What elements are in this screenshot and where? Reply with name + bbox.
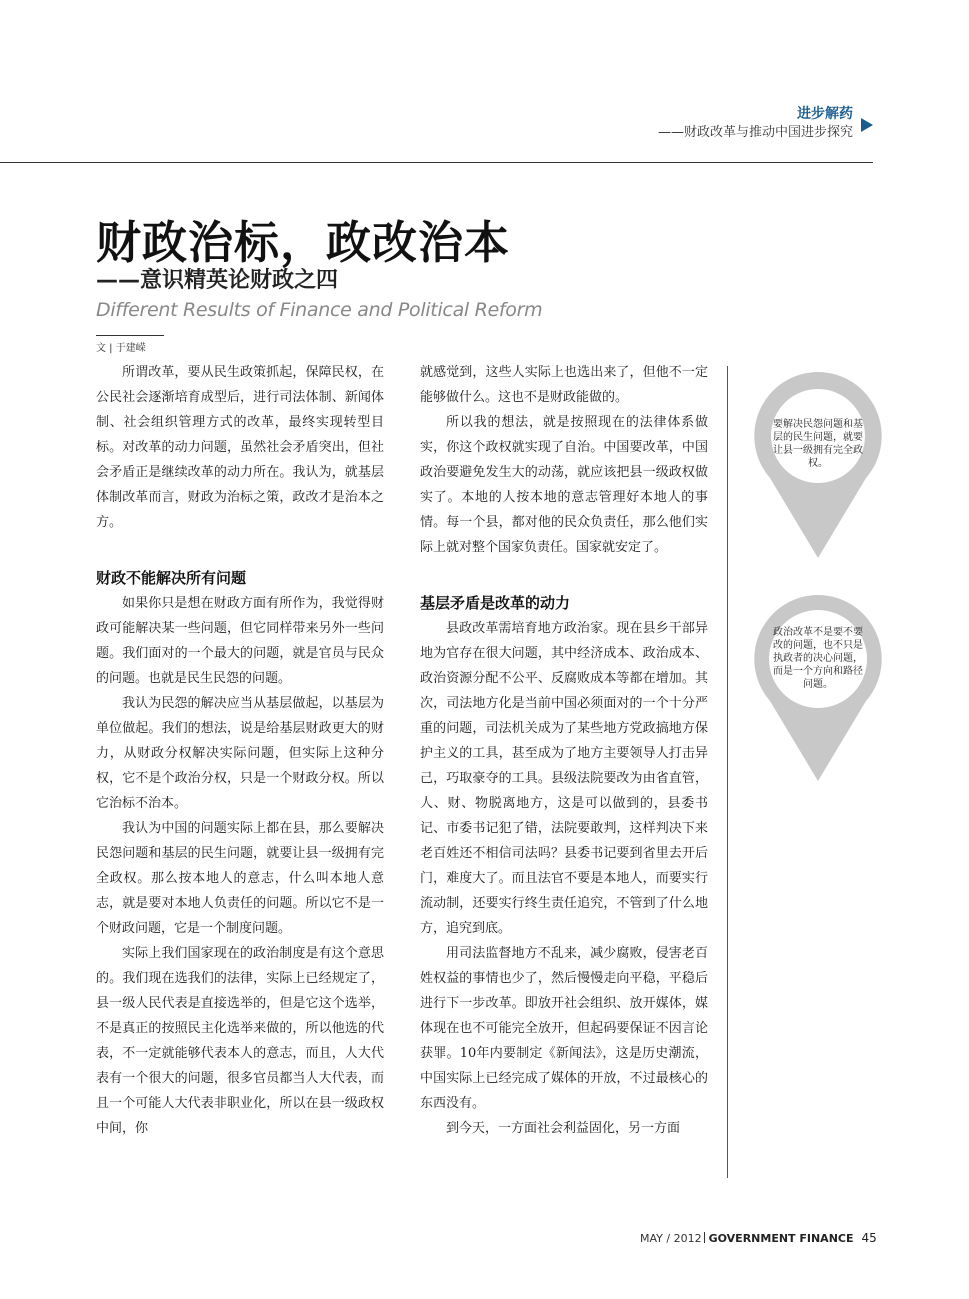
paragraph: 用司法监督地方不乱来，减少腐败，侵害老百姓权益的事情也少了，然后慢慢走向平稳，平稳后进行下一步改革。即放开社会组织、放开媒体，媒体现在也不可能完全放开，但起码要保证不因言论获罪。10年内要制定《新闻法》，这是历史潮流，中国实际上已经完成了媒体的开放，不过最核心的东西没有。 xyxy=(420,946,708,1111)
callout-pin xyxy=(750,591,886,781)
triangle-right-icon xyxy=(861,118,873,132)
magazine-name: GOVERNMENT FINANCE xyxy=(708,1232,854,1245)
section-heading: 基层矛盾是改革的动力 xyxy=(420,594,571,612)
section-subtitle: ——财政改革与推动中国进步探究 xyxy=(657,125,853,140)
paragraph: 实际上我们国家现在的政治制度是有这个意思的。我们现在选我们的法律，实际上已经规定了，县一级人民代表是直接选举的，但是它这个选举，不是真正的按照民主化选举来做的，所以他选的代表，不一定就能够代表本人的意志，而且，人大代表有一个很大的问题，很多官员都当人大代表，而且一个可能人大代表非职业化，所以在县一级政权中间，你 xyxy=(96,946,384,1136)
paragraph: 我认为民怨的解决应当从基层做起，以基层为单位做起。我们的想法，说是给基层财政更大的财力，从财政分权解决实际问题，但实际上这种分权，它不是个政治分权，只是一个财政分权。所以它治标不治本。 xyxy=(96,696,384,811)
callout-text: 要解决民怨问题和基层的民生问题，就要让县一级拥有完全政权。 xyxy=(773,419,863,469)
column-right xyxy=(420,360,708,1141)
column-left xyxy=(96,360,384,1141)
page-footer xyxy=(640,1231,877,1245)
callout-pin xyxy=(750,368,886,558)
footer-divider xyxy=(704,1232,705,1243)
paragraph: 我认为中国的问题实际上都在县，那么要解决民怨问题和基层的民生问题，就要让县一级拥有完全政权。那么按本地人的意志，什么叫本地人意志，就是要对本地人负责任的问题。所以它不是一个财政问题，它是一个制度问题。 xyxy=(96,821,384,936)
article-subtitle: ——意识精英论财政之四 xyxy=(96,268,339,293)
byline: 文 | 于建嵘 xyxy=(96,335,164,354)
page-number: 45 xyxy=(861,1231,877,1245)
article-title: 财政治标，政改治本 xyxy=(96,216,511,269)
paragraph: 如果你只是想在财政方面有所作为，我觉得财政可能解决某一些问题，但它同样带来另外一些问题。我们面对的一个最大的问题，就是官员与民众的问题。也就是民生民怨的问题。 xyxy=(96,596,384,686)
article-english-title: Different Results of Finance and Political Reform xyxy=(96,299,543,321)
issue-date: MAY / 2012 xyxy=(640,1232,702,1245)
section-heading: 财政不能解决所有问题 xyxy=(96,569,247,587)
callout-text: 政治改革不是要不要改的问题，也不只是执政者的决心问题，而是一个方向和路径问题。 xyxy=(773,627,863,690)
section-tag: 进步解药 xyxy=(797,106,853,122)
paragraph: 所谓改革，要从民生政策抓起，保障民权，在公民社会逐渐培育成型后，进行司法体制、新闻体制、社会组织管理方式的改革，最终实现转型目标。对改革的动力问题，虽然社会矛盾突出，但社会矛盾正是继续改革的动力所在。我认为，就基层体制改革而言，财政为治标之策，政改才是治本之方。 xyxy=(96,365,384,530)
paragraph: 县政改革需培育地方政治家。现在县乡干部异地为官存在很大问题，其中经济成本、政治成本、政治资源分配不公平、反腐败成本等都在增加。其次，司法地方化是当前中国必须面对的一个十分严重的问题，司法机关成为了某些地方党政搞地方保护主义的工具，甚至成为了地方主要领导人打击异己，巧取豪夺的工具。县级法院要改为由省直管，人、财、物脱离地方，这是可以做到的，县委书记、市委书记犯了错，法院要敢判，这样判决下来老百姓还不相信司法吗？县委书记要到省里去开后门，难度大了。而且法官不要是本地人，而要实行流动制，还要实行终生责任追究，不管到了什么地方，追究到底。 xyxy=(420,621,708,936)
paragraph: 所以我的想法，就是按照现在的法律体系做实，你这个政权就实现了自治。中国要改革，中国政治要避免发生大的动荡，就应该把县一级政权做实了。本地的人按本地的意志管理好本地人的事情。每一个县，都对他的民众负责任，那么他们实际上就对整个国家负责任。国家就安定了。 xyxy=(420,415,708,555)
header-rule xyxy=(0,162,873,163)
paragraph: 就感觉到，这些人实际上也选出来了，但他不一定能够做什么。这也不是财政能做的。 xyxy=(420,365,708,405)
column-divider xyxy=(727,366,728,1178)
paragraph: 到今天，一方面社会利益固化，另一方面 xyxy=(446,1121,681,1136)
